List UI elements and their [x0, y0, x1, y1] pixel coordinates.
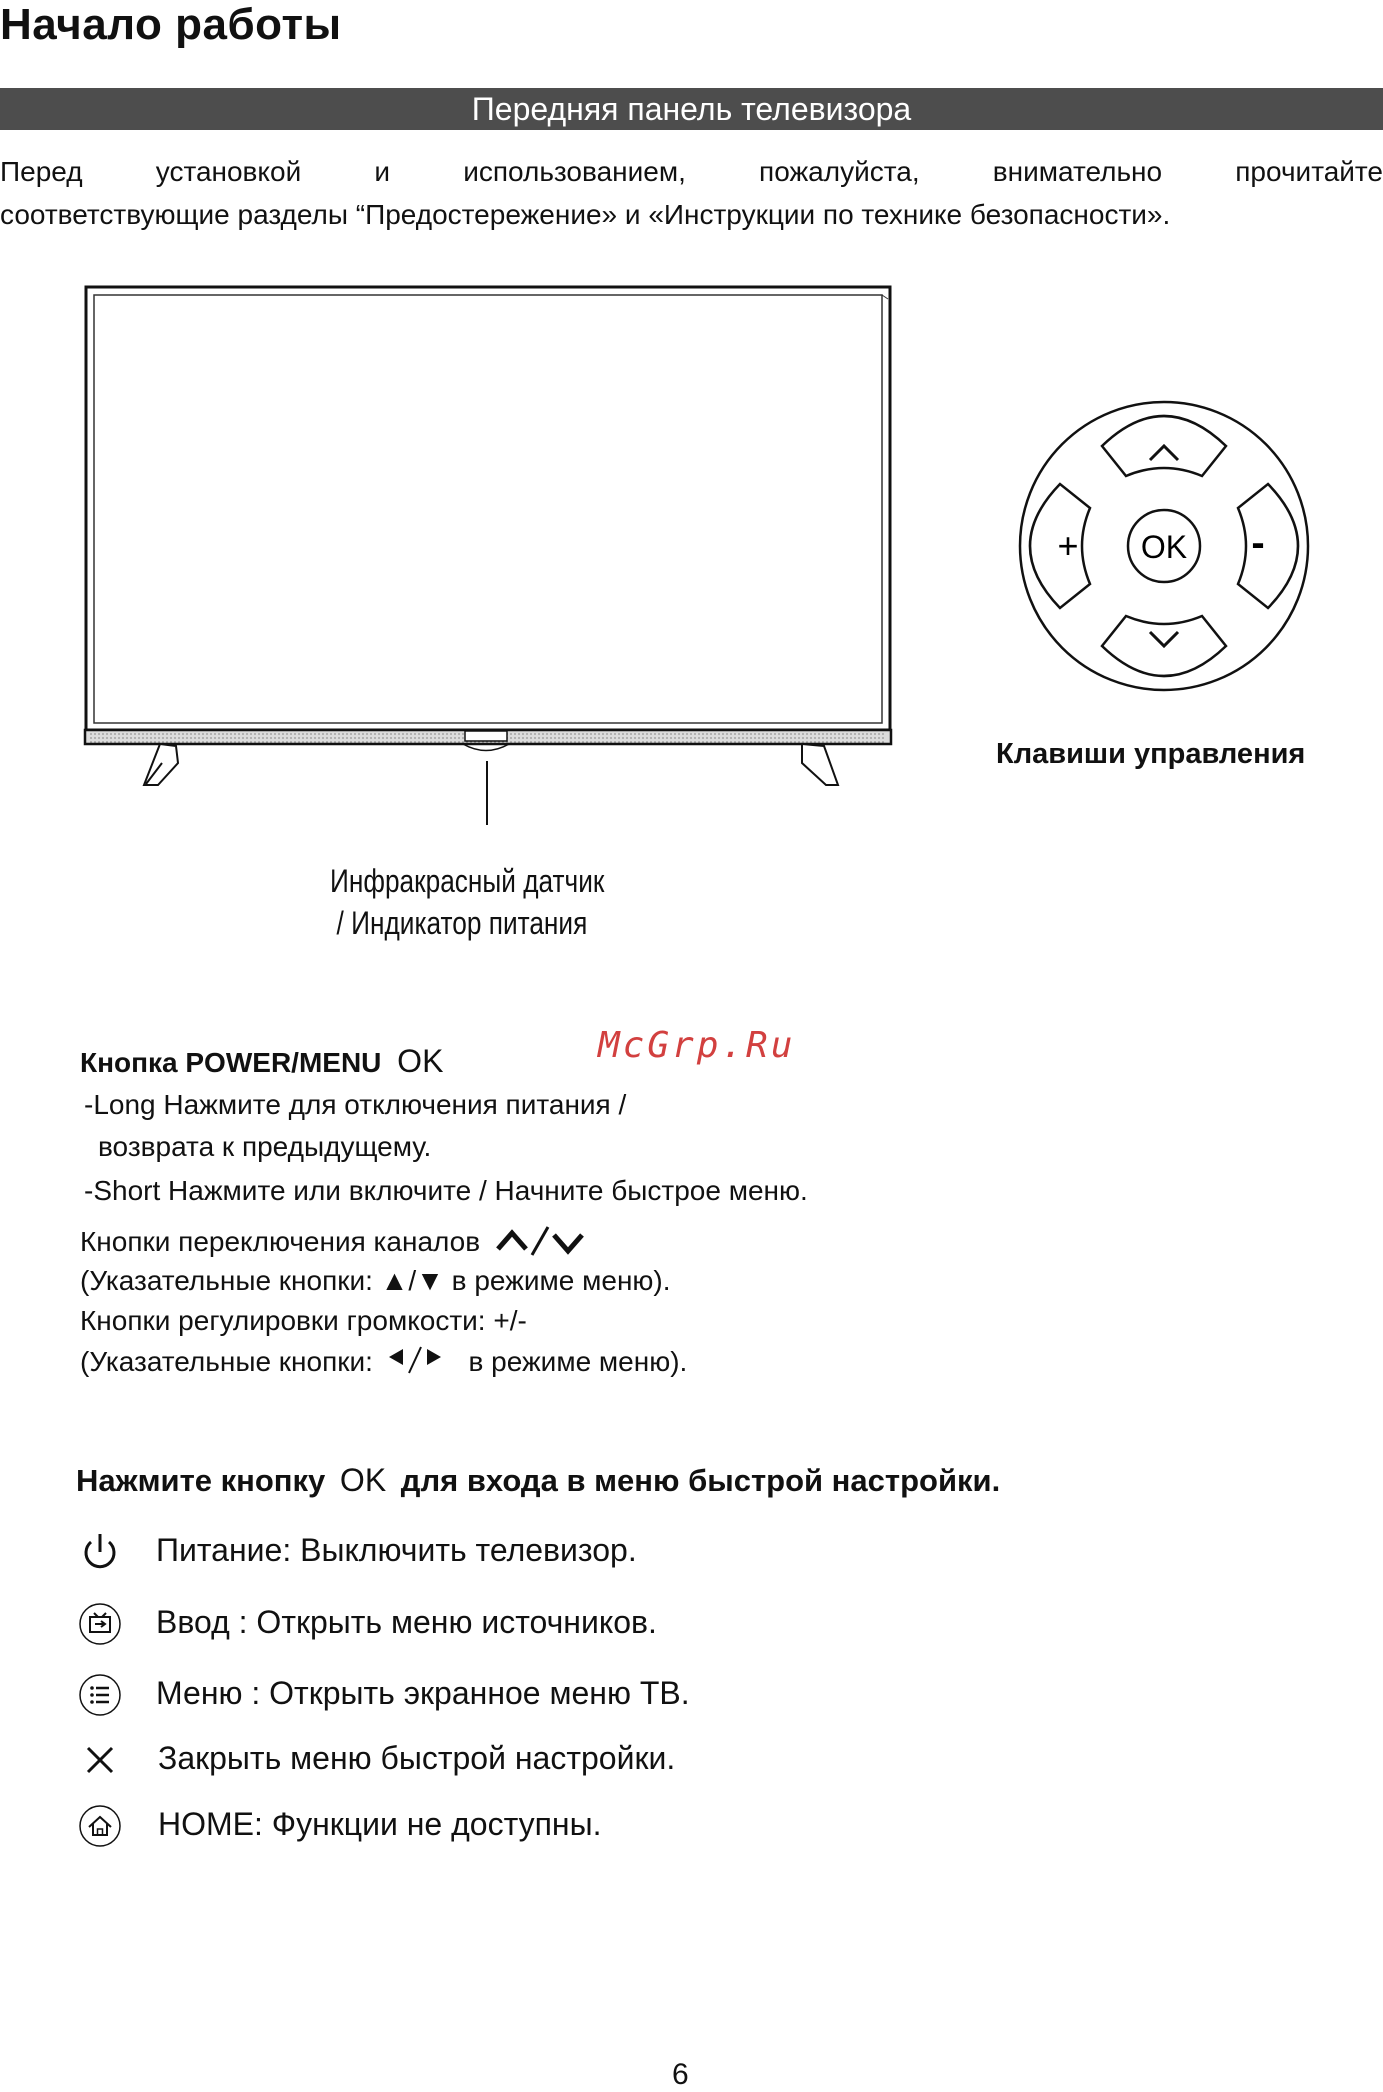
home-icon	[78, 1804, 122, 1848]
keypad-caption: Клавиши управления	[996, 738, 1306, 770]
power-menu-label: Кнопка POWER/MENU	[80, 1047, 382, 1078]
channel-pointer-line: (Указательные кнопки: ▲/▼ в режиме меню).	[80, 1265, 671, 1296]
input-icon	[78, 1602, 122, 1646]
power-menu-ok: OK	[397, 1043, 444, 1079]
ir-sensor-label-line-2: / Индикатор питания	[336, 905, 588, 941]
ok-label: OK	[1140, 529, 1188, 565]
quick-item-close-desc: Закрыть меню быстрой настройки.	[158, 1740, 676, 1776]
power-icon	[78, 1530, 122, 1574]
ir-sensor-window	[465, 731, 507, 741]
ok-key	[1128, 510, 1200, 582]
page-number: 6	[672, 2058, 689, 2091]
channel-buttons-text: Кнопки переключения каналов	[80, 1226, 481, 1257]
short-press-line: -Short Нажмите или включите / Начните быстрое меню.	[84, 1175, 808, 1206]
menu-icon	[78, 1673, 122, 1717]
page-title: Начало работы	[0, 0, 342, 49]
tv-frame	[86, 287, 890, 730]
volume-pointer-line	[80, 1345, 687, 1378]
quick-item-menu-desc: : Открыть экранное меню ТВ.	[242, 1675, 690, 1711]
quick-item-home-label: HOME:	[158, 1806, 263, 1842]
intro-line-1: Перед установкой и использованием, пожалуйста, внимательно прочитайте	[0, 156, 1383, 187]
long-press-line-2: возврата к предыдущему.	[98, 1131, 432, 1162]
intro-text	[0, 150, 1383, 236]
minus-label: -	[1251, 521, 1265, 565]
quick-item-input-desc: : Открыть меню источников.	[229, 1604, 657, 1640]
volume-buttons-line: Кнопки регулировки громкости: +/-	[80, 1305, 527, 1336]
quick-title-suffix: для входа в меню быстрой настройки.	[400, 1463, 1001, 1498]
control-keypad-diagram	[1012, 398, 1312, 698]
quick-item-menu-label: Меню	[156, 1675, 243, 1711]
quick-title-ok: OK	[339, 1462, 387, 1498]
tv-stand-right	[802, 744, 838, 785]
plus-label: +	[1057, 525, 1079, 566]
channel-buttons-line	[80, 1225, 590, 1259]
tv-stand-left	[144, 744, 178, 785]
volume-pointer-prefix: (Указательные кнопки:	[80, 1346, 373, 1377]
left-right-arrows-icon	[387, 1345, 453, 1375]
close-icon	[78, 1738, 122, 1782]
ir-sensor-label	[330, 860, 604, 944]
quick-item-power-desc: : Выключить телевизор.	[282, 1532, 637, 1568]
ir-sensor-label-line-1: Инфракрасный датчик	[330, 863, 605, 899]
watermark: McGrp.Ru	[598, 1025, 796, 1066]
power-menu-heading	[80, 1043, 443, 1080]
quick-item-home-desc: Функции не доступны.	[262, 1806, 602, 1842]
quick-menu-title	[76, 1462, 1000, 1499]
quick-title-prefix: Нажмите кнопку	[76, 1463, 326, 1498]
volume-pointer-suffix: в режиме меню).	[468, 1346, 688, 1377]
intro-line-2: соответствующие разделы “Предостережение» и «Инструкции по технике безопасности».	[0, 199, 1171, 230]
long-press-line-1: -Long Нажмите для отключения питания /	[84, 1089, 627, 1120]
tv-screen	[94, 295, 882, 723]
tv-front-panel-diagram	[80, 285, 905, 825]
section-bar: Передняя панель телевизора	[0, 88, 1383, 130]
quick-item-power-label: Питание	[156, 1532, 283, 1568]
channel-arrows-icon	[494, 1225, 590, 1259]
quick-item-input-label: Ввод	[156, 1604, 230, 1640]
